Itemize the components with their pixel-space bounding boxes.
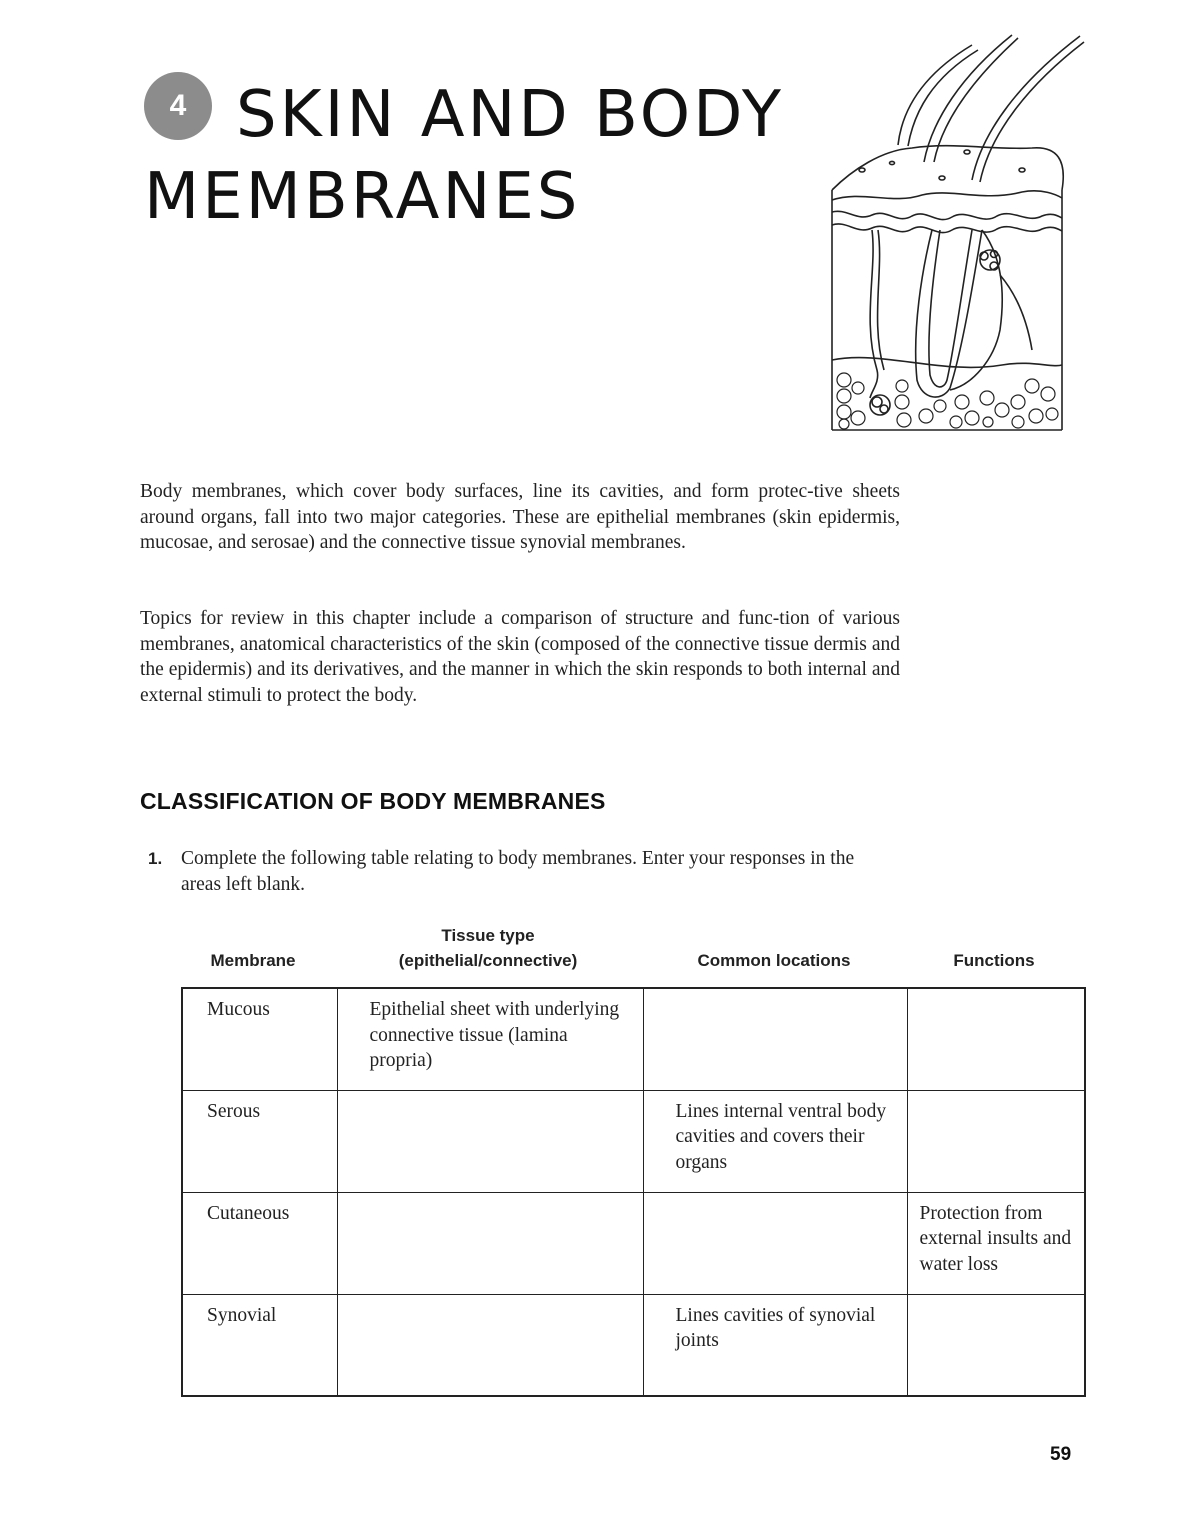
cell-membrane: Cutaneous bbox=[182, 1192, 337, 1294]
header-common-locations: Common locations bbox=[697, 951, 851, 970]
header-tissue-line1: Tissue type bbox=[441, 926, 535, 945]
intro-paragraph-1: Body membranes, which cover body surfaces, line its cavities, and form protec-tive sheets around organs, fall into two major categories. These are epithelial membranes (skin epidermis, mucosae, and serosae) and the connective tissue synovial membranes. bbox=[140, 481, 900, 554]
chapter-title-line2: MEMBRANES bbox=[144, 160, 581, 234]
header-membrane: Membrane bbox=[210, 951, 296, 970]
chapter-title bbox=[144, 74, 804, 238]
skin-cross-section-icon bbox=[822, 30, 1092, 440]
cell-locations[interactable]: Lines internal ventral body cavities and covers their organs bbox=[643, 1090, 907, 1192]
table-row bbox=[182, 988, 1085, 1090]
intro-paragraph-2: Topics for review in this chapter include a comparison of structure and func-tion of various membranes, anatomical characteristics of the skin (composed of the connective tissue dermis and the epidermis) and its derivatives, and the manner in which the skin responds to both internal and external stimuli to protect the body. bbox=[140, 608, 900, 706]
cell-tissue[interactable] bbox=[337, 1294, 643, 1396]
table-row bbox=[182, 1090, 1085, 1192]
cell-functions[interactable] bbox=[907, 1090, 1085, 1192]
table-row bbox=[182, 1192, 1085, 1294]
header-tissue-line2: (epithelial/connective) bbox=[398, 951, 578, 970]
cell-membrane: Serous bbox=[182, 1090, 337, 1192]
cell-membrane: Synovial bbox=[182, 1294, 337, 1396]
cell-tissue[interactable] bbox=[337, 1192, 643, 1294]
cell-functions[interactable]: Protection from external insults and water loss bbox=[907, 1192, 1085, 1294]
cell-locations[interactable] bbox=[643, 1192, 907, 1294]
membranes-table bbox=[181, 987, 1086, 1397]
question-text: Complete the following table relating to body membranes. Enter your responses in the areas left blank. bbox=[181, 848, 855, 895]
table-row bbox=[182, 1294, 1085, 1396]
cell-locations[interactable]: Lines cavities of synovial joints bbox=[643, 1294, 907, 1396]
section-heading: CLASSIFICATION OF BODY MEMBRANES bbox=[140, 788, 606, 814]
cell-tissue[interactable] bbox=[337, 1090, 643, 1192]
cell-functions[interactable] bbox=[907, 988, 1085, 1090]
header-tissue-type bbox=[335, 923, 641, 973]
cell-functions[interactable] bbox=[907, 1294, 1085, 1396]
chapter-title-line1: SKIN AND BODY bbox=[236, 78, 784, 152]
table-column-headers bbox=[180, 920, 1085, 980]
chapter-number: 4 bbox=[169, 89, 187, 122]
cell-locations[interactable] bbox=[643, 988, 907, 1090]
question-number: 1. bbox=[148, 849, 163, 868]
page-number: 59 bbox=[1050, 1444, 1072, 1465]
cell-tissue[interactable]: Epithelial sheet with underlying connective tissue (lamina propria) bbox=[337, 988, 643, 1090]
cell-membrane: Mucous bbox=[182, 988, 337, 1090]
header-functions: Functions bbox=[953, 951, 1035, 970]
